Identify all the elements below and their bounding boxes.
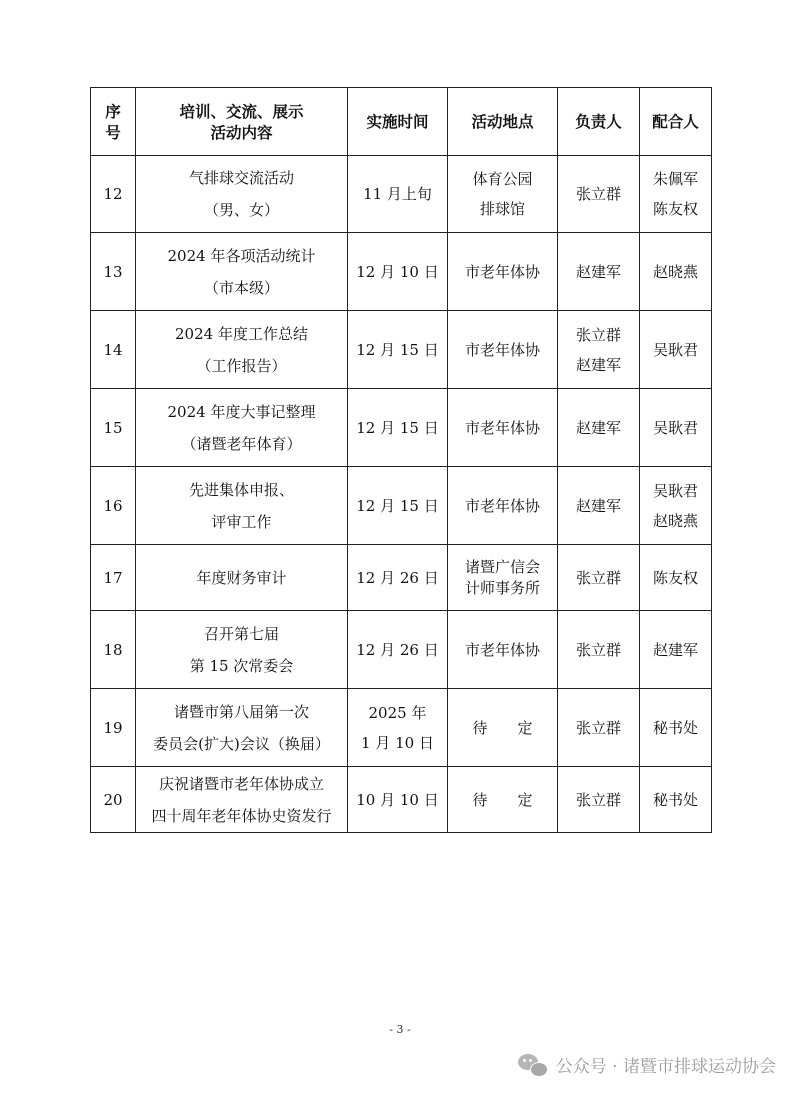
cell-line: 秘书处 xyxy=(652,790,698,809)
cell-line: 四十周年老年体协史资发行 xyxy=(151,806,332,825)
cell-line: 2024 年度工作总结 xyxy=(175,324,308,343)
table-header-row xyxy=(91,88,712,156)
watermark-text: 公众号 · 诸暨市排球运动协会 xyxy=(555,1057,776,1077)
cell-line: 计师事务所 xyxy=(464,578,540,597)
cell-content xyxy=(136,233,348,311)
cell-line: 市老年体协 xyxy=(464,640,540,659)
cell-assist xyxy=(640,689,712,767)
cell-line: 12 月 15 日 xyxy=(356,340,439,359)
cell-line: 负责人 xyxy=(575,111,622,131)
cell-owner xyxy=(558,389,640,467)
cell-content xyxy=(136,467,348,545)
cell-line: （工作报告） xyxy=(196,356,287,375)
cell-line: 待 定 xyxy=(472,790,533,809)
cell-line: 10 月 10 日 xyxy=(356,790,439,809)
cell-place xyxy=(448,767,558,833)
cell-content xyxy=(136,389,348,467)
cell-line: 张立群 xyxy=(575,640,621,659)
cell-owner xyxy=(558,467,640,545)
cell-assist xyxy=(640,233,712,311)
cell-line: 2025 年 xyxy=(368,703,427,722)
table-row xyxy=(91,689,712,767)
cell-owner xyxy=(558,611,640,689)
cell-time xyxy=(348,156,448,233)
cell-seq: 12 xyxy=(91,156,136,233)
cell-line: 实施时间 xyxy=(366,111,429,131)
cell-owner xyxy=(558,233,640,311)
cell-line: 序 xyxy=(105,101,121,121)
cell-content xyxy=(136,689,348,767)
cell-line: 委员会(扩大)会议（换届） xyxy=(153,734,330,753)
cell-line: 配合人 xyxy=(652,111,699,131)
cell-content xyxy=(136,156,348,233)
cell-line: 赵建军 xyxy=(575,418,621,437)
cell-line: 12 月 15 日 xyxy=(356,496,439,515)
table-row xyxy=(91,389,712,467)
cell-line: 12 月 15 日 xyxy=(356,418,439,437)
cell-time xyxy=(348,545,448,611)
header-assist xyxy=(640,88,712,156)
cell-line: 市老年体协 xyxy=(464,418,540,437)
cell-line: 赵建军 xyxy=(575,496,621,515)
table-row xyxy=(91,467,712,545)
table-body xyxy=(91,156,712,833)
cell-owner xyxy=(558,311,640,389)
table-row xyxy=(91,767,712,833)
cell-line: 市老年体协 xyxy=(464,262,540,281)
cell-content xyxy=(136,311,348,389)
cell-content xyxy=(136,611,348,689)
watermark xyxy=(518,1052,776,1077)
cell-line: 11 月上旬 xyxy=(363,185,432,203)
cell-time xyxy=(348,689,448,767)
cell-assist xyxy=(640,767,712,833)
cell-time xyxy=(348,389,448,467)
cell-assist xyxy=(640,467,712,545)
cell-line: 赵晓燕 xyxy=(652,511,698,530)
cell-line: 培训、交流、展示 xyxy=(179,101,304,121)
cell-line: 朱佩军 xyxy=(652,170,698,188)
page-number: - 3 - xyxy=(389,1023,411,1036)
cell-seq: 14 xyxy=(91,311,136,389)
cell-owner xyxy=(558,156,640,233)
cell-line: 12 月 10 日 xyxy=(356,262,439,281)
cell-owner xyxy=(558,689,640,767)
table-row xyxy=(91,156,712,233)
cell-line: 张立群 xyxy=(575,325,621,344)
cell-line: 1 月 10 日 xyxy=(361,733,434,752)
cell-place xyxy=(448,311,558,389)
cell-content xyxy=(136,767,348,833)
cell-line: 活动内容 xyxy=(210,122,273,142)
cell-time xyxy=(348,233,448,311)
cell-seq: 17 xyxy=(91,545,136,611)
cell-line: 召开第七届 xyxy=(203,624,279,643)
cell-line: 张立群 xyxy=(575,568,621,587)
cell-line: 张立群 xyxy=(575,790,621,809)
header-time xyxy=(348,88,448,156)
cell-place xyxy=(448,545,558,611)
cell-line: 市老年体协 xyxy=(464,340,540,359)
cell-place xyxy=(448,467,558,545)
cell-seq: 20 xyxy=(91,767,136,833)
cell-line: 秘书处 xyxy=(652,718,698,737)
cell-line: 陈友权 xyxy=(652,568,698,587)
cell-line: 赵建军 xyxy=(652,640,698,659)
cell-line: 2024 年各项活动统计 xyxy=(167,246,316,265)
cell-line: 市老年体协 xyxy=(464,496,540,515)
cell-line: 吴耿君 xyxy=(652,481,698,500)
cell-place xyxy=(448,689,558,767)
cell-time xyxy=(348,467,448,545)
cell-assist xyxy=(640,311,712,389)
cell-line: （市本级） xyxy=(203,278,279,297)
cell-time xyxy=(348,611,448,689)
cell-content xyxy=(136,545,348,611)
table-row xyxy=(91,233,712,311)
table-row xyxy=(91,311,712,389)
cell-line: 2024 年度大事记整理 xyxy=(167,402,316,421)
cell-line: 诸暨广信会 xyxy=(464,557,540,576)
cell-line: 号 xyxy=(105,122,121,142)
cell-assist xyxy=(640,156,712,233)
cell-assist xyxy=(640,611,712,689)
cell-line: 赵晓燕 xyxy=(652,262,698,281)
cell-line: 吴耿君 xyxy=(652,418,698,437)
cell-line: 第 15 次常委会 xyxy=(189,656,294,675)
cell-place xyxy=(448,233,558,311)
cell-line: （诸暨老年体育） xyxy=(181,434,302,453)
cell-line: 年度财务审计 xyxy=(196,568,287,587)
cell-place xyxy=(448,611,558,689)
cell-line: 赵建军 xyxy=(575,355,621,374)
cell-line: 体育公园 xyxy=(472,170,533,188)
table-row xyxy=(91,611,712,689)
table-row xyxy=(91,545,712,611)
cell-seq: 16 xyxy=(91,467,136,545)
cell-line: 气排球交流活动 xyxy=(188,169,294,187)
cell-assist xyxy=(640,389,712,467)
cell-seq: 18 xyxy=(91,611,136,689)
cell-line: 排球馆 xyxy=(479,200,525,218)
cell-assist xyxy=(640,545,712,611)
activity-schedule-table xyxy=(90,87,712,833)
cell-line: 12 月 26 日 xyxy=(356,568,439,587)
cell-line: 张立群 xyxy=(575,185,621,203)
cell-line: 吴耿君 xyxy=(652,340,698,359)
cell-owner xyxy=(558,545,640,611)
wechat-icon xyxy=(518,1054,548,1076)
header-owner xyxy=(558,88,640,156)
cell-time xyxy=(348,311,448,389)
cell-time xyxy=(348,767,448,833)
cell-seq: 13 xyxy=(91,233,136,311)
cell-line: 庆祝诸暨市老年体协成立 xyxy=(158,774,324,793)
cell-place xyxy=(448,156,558,233)
cell-line: 张立群 xyxy=(575,718,621,737)
cell-line: 活动地点 xyxy=(471,111,534,131)
header-place xyxy=(448,88,558,156)
cell-line: 先进集体申报、 xyxy=(188,480,294,499)
cell-line: 12 月 26 日 xyxy=(356,640,439,659)
cell-line: 诸暨市第八届第一次 xyxy=(173,702,309,721)
cell-line: 陈友权 xyxy=(652,200,698,218)
cell-seq: 15 xyxy=(91,389,136,467)
cell-place xyxy=(448,389,558,467)
header-content xyxy=(136,88,348,156)
cell-line: （男、女） xyxy=(203,201,279,219)
cell-seq: 19 xyxy=(91,689,136,767)
cell-line: 赵建军 xyxy=(575,262,621,281)
header-seq xyxy=(91,88,136,156)
cell-line: 待 定 xyxy=(472,718,533,737)
cell-line: 评审工作 xyxy=(211,512,272,531)
cell-owner xyxy=(558,767,640,833)
